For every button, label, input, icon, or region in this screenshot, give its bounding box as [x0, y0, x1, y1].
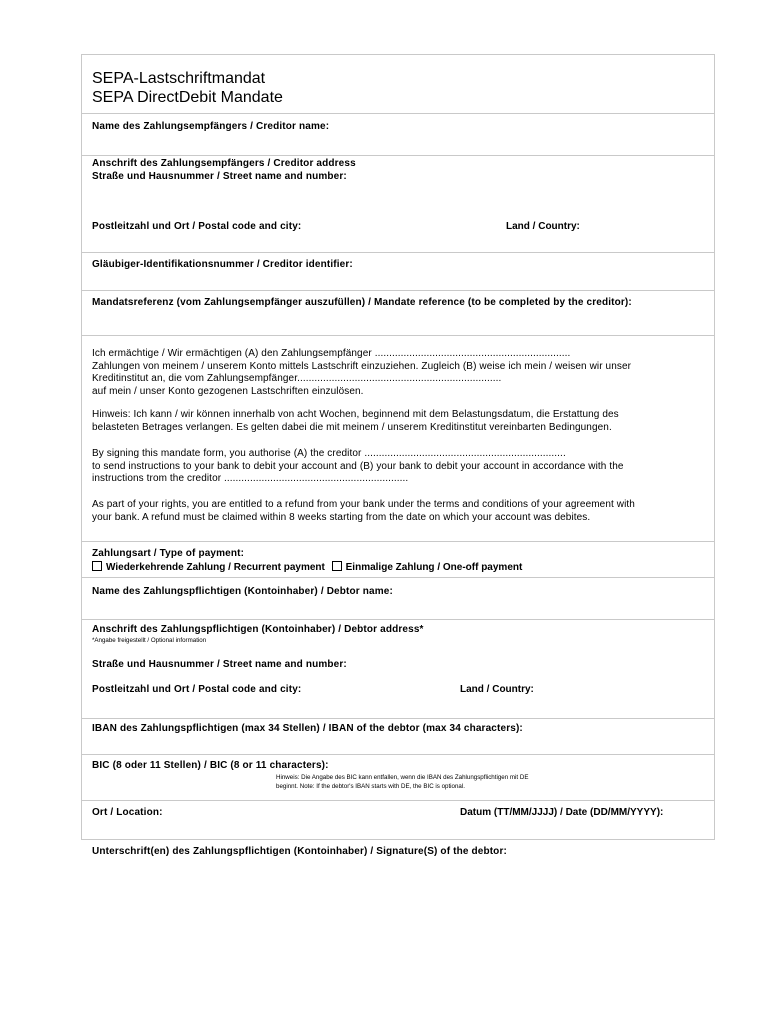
authorization-german — [92, 348, 707, 398]
text-line: auf mein / unser Konto gezogenen Lastschriften einzulösen. — [92, 385, 364, 397]
recurrent-payment-label: Wiederkehrende Zahlung / Recurrent payment — [106, 562, 325, 573]
bic-hint-line: beginnt. Note: If the debtor's IBAN starts with DE, the BIC is optional. — [276, 783, 465, 790]
debtor-name-label[interactable]: Name des Zahlungspflichtigen (Kontoinhaber) / Debtor name: — [92, 586, 393, 597]
creditor-postal-label[interactable]: Postleitzahl und Ort / Postal code and city: — [92, 221, 302, 232]
signature-label[interactable]: Unterschrift(en) des Zahlungspflichtigen (Kontoinhaber) / Signature(S) of the debtor: — [92, 846, 507, 857]
date-label[interactable]: Datum (TT/MM/JJJJ) / Date (DD/MM/YYYY): — [460, 807, 664, 818]
location-label[interactable]: Ort / Location: — [92, 807, 163, 818]
creditor-country-label[interactable]: Land / Country: — [506, 221, 580, 232]
payment-type-options — [92, 561, 522, 573]
divider — [81, 252, 715, 253]
creditor-name-label[interactable]: Name des Zahlungsempfängers / Creditor name: — [92, 121, 330, 132]
text-line: to send instructions to your bank to debit your account and (B) your bank to debit your account in accordance with the — [92, 460, 624, 472]
form-title — [92, 69, 283, 107]
divider — [81, 800, 715, 801]
refund-hint-german — [92, 409, 707, 434]
title-german: SEPA-Lastschriftmandat — [92, 70, 266, 87]
divider — [81, 290, 715, 291]
divider — [81, 541, 715, 542]
debtor-postal-label[interactable]: Postleitzahl und Ort / Postal code and city: — [92, 684, 302, 695]
debtor-bic-label[interactable]: BIC (8 oder 11 Stellen) / BIC (8 or 11 characters): — [92, 760, 329, 771]
title-english: SEPA DirectDebit Mandate — [92, 89, 283, 106]
divider — [81, 335, 715, 336]
oneoff-payment-label: Einmalige Zahlung / One-off payment — [345, 562, 523, 573]
divider — [81, 754, 715, 755]
mandate-reference-label[interactable]: Mandatsreferenz (vom Zahlungsempfänger auszufüllen) / Mandate reference (to be completed by the creditor): — [92, 297, 632, 308]
divider — [81, 577, 715, 578]
text-line: By signing this mandate form, you authorise (A) the creditor ...................................................................... — [92, 448, 566, 459]
bic-hint-line: Hinweis: Die Angabe des BIC kann entfallen, wenn die IBAN des Zahlungspflichtigen mit DE — [276, 774, 529, 781]
divider — [81, 155, 715, 156]
creditor-street-label[interactable]: Straße und Hausnummer / Street name and number: — [92, 171, 347, 182]
authorization-english — [92, 448, 707, 486]
divider — [81, 718, 715, 719]
debtor-address-label: Anschrift des Zahlungspflichtigen (Kontoinhaber) / Debtor address* — [92, 624, 424, 635]
text-line: Hinweis: Ich kann / wir können innerhalb von acht Wochen, beginnend mit dem Belastungsdatum, die Erstattung des — [92, 409, 619, 420]
text-line: Ich ermächtige / Wir ermächtigen (A) den Zahlungsempfänger .................................................................... — [92, 348, 571, 359]
recurrent-payment-checkbox[interactable] — [92, 561, 102, 571]
text-line: Zahlungen von meinem / unserem Konto mittels Lastschrift einzuziehen. Zugleich (B) weise ich mein / weisen wir unser — [92, 360, 632, 372]
text-line: your bank. A refund must be claimed within 8 weeks starting from the date on which your account was debites. — [92, 511, 591, 523]
debtor-country-label[interactable]: Land / Country: — [460, 684, 534, 695]
refund-rights-english — [92, 499, 707, 524]
divider — [81, 619, 715, 620]
payment-type-label: Zahlungsart / Type of payment: — [92, 548, 245, 559]
debtor-address-note: *Angabe freigestellt / Optional information — [92, 637, 207, 644]
creditor-identifier-label[interactable]: Gläubiger-Identifikationsnummer / Creditor identifier: — [92, 259, 353, 270]
text-line: As part of your rights, you are entitled to a refund from your bank under the terms and conditions of your agreement with — [92, 499, 635, 510]
debtor-street-label[interactable]: Straße und Hausnummer / Street name and number: — [92, 659, 347, 670]
oneoff-payment-checkbox[interactable] — [332, 561, 342, 571]
creditor-address-label: Anschrift des Zahlungsempfängers / Creditor address — [92, 158, 356, 169]
text-line: Kreditinstitut an, die vom Zahlungsempfänger....................................................................... — [92, 373, 502, 384]
text-line: belasteten Betrages verlangen. Es gelten dabei die mit meinem / unserem Kreditinstitut vereinbarten Bedingungen. — [92, 421, 612, 433]
debtor-iban-label[interactable]: IBAN des Zahlungspflichtigen (max 34 Stellen) / IBAN of the debtor (max 34 characters): — [92, 723, 523, 734]
text-line: instructions trom the creditor ................................................................ — [92, 473, 409, 484]
divider — [81, 113, 715, 114]
